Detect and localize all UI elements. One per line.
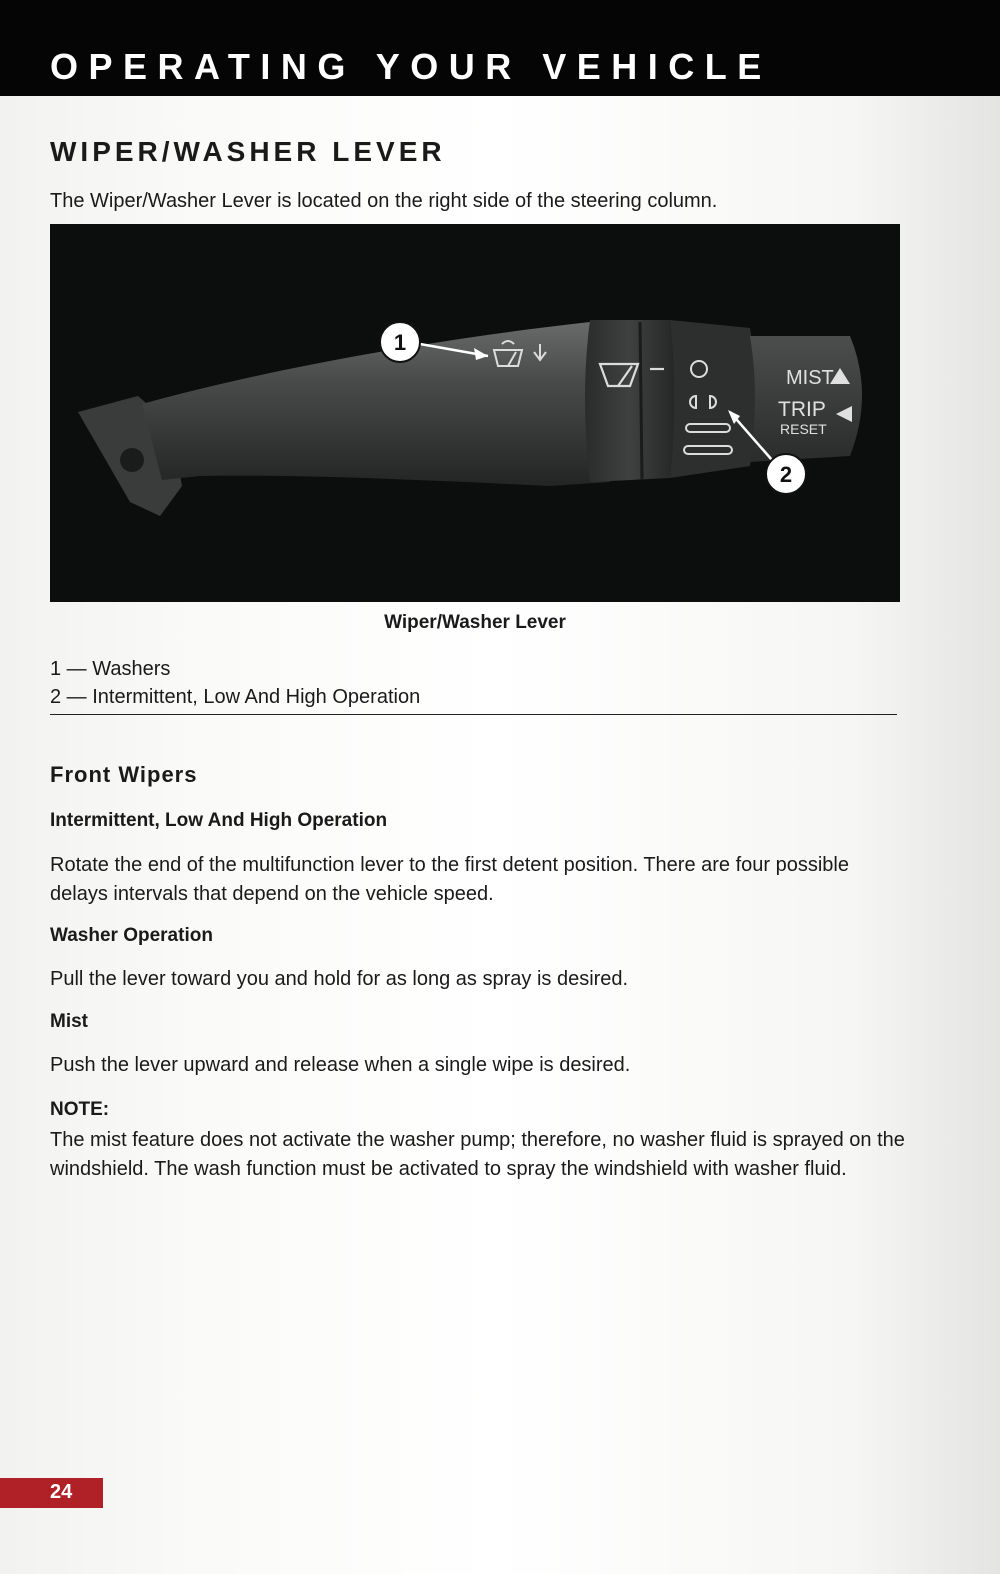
front-wipers-heading: Front Wipers <box>50 762 198 787</box>
divider <box>50 714 897 715</box>
intermittent-text: Rotate the end of the multifunction lever to the first detent position. There are four possible delays intervals that depend on the vehicle speed. <box>50 854 849 905</box>
page-header-title: OPERATING YOUR VEHICLE <box>50 46 772 87</box>
callout-1: 1 <box>393 330 407 355</box>
reset-label: RESET <box>780 421 827 437</box>
note-heading: NOTE: <box>50 1099 110 1120</box>
mist-label: MIST <box>786 367 834 389</box>
legend-item-washers: 1 — Washers <box>50 658 171 680</box>
intro-text: The Wiper/Washer Lever is located on the right side of the steering column. <box>50 190 718 212</box>
mist-heading: Mist <box>50 1011 88 1032</box>
figure-caption: Wiper/Washer Lever <box>384 612 566 633</box>
washer-heading: Washer Operation <box>50 925 213 946</box>
note-text: The mist feature does not activate the washer pump; therefore, no washer fluid is sprayed on the windshield. The wash function must be activated to spray the windshield with washer fluid. <box>50 1129 905 1180</box>
page-number: 24 <box>50 1481 73 1503</box>
trip-label: TRIP <box>778 398 826 421</box>
section-title: WIPER/WASHER LEVER <box>50 136 446 167</box>
washer-text: Pull the lever toward you and hold for as long as spray is desired. <box>50 968 629 990</box>
figure-legend <box>50 655 420 711</box>
legend-item-operation: 2 — Intermittent, Low And High Operation <box>50 686 421 708</box>
mist-text: Push the lever upward and release when a single wipe is desired. <box>50 1054 631 1076</box>
wiper-lever-figure <box>50 224 900 602</box>
wiper-lever-illustration <box>50 224 900 602</box>
intermittent-heading: Intermittent, Low And High Operation <box>50 810 388 831</box>
callout-2: 2 <box>779 462 793 487</box>
